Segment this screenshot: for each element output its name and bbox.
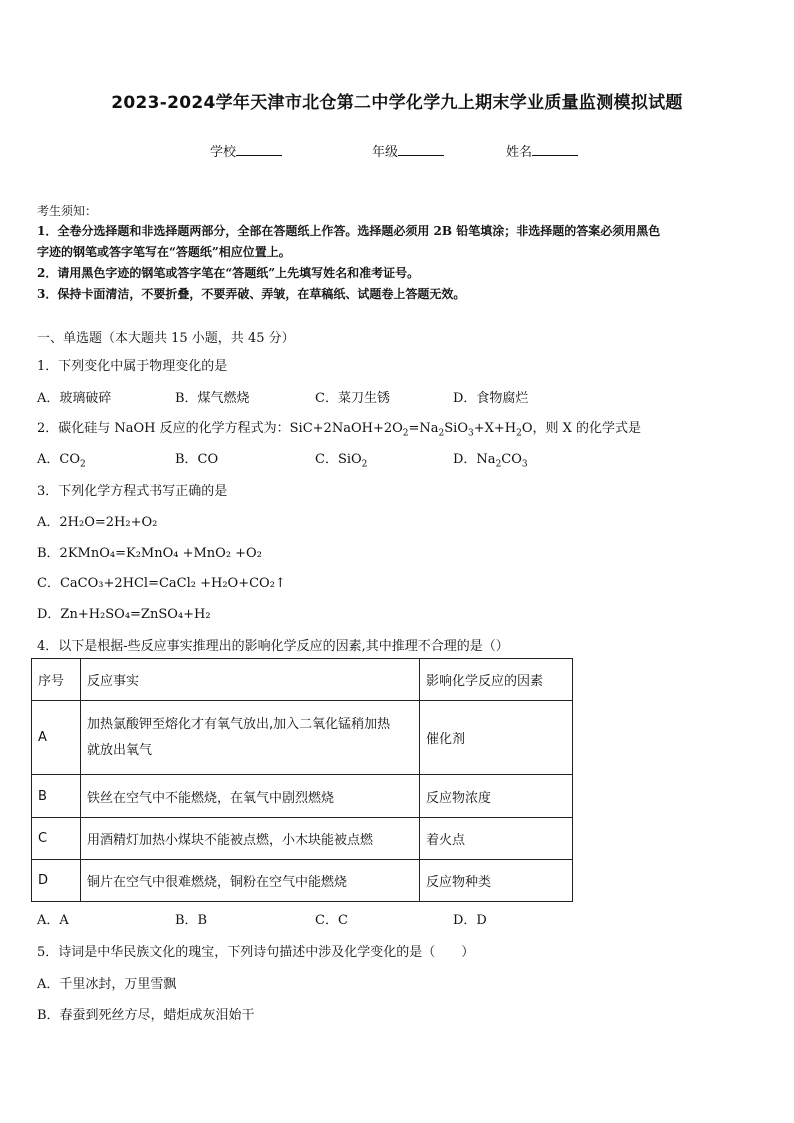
q4-option-a[interactable]: A．A (37, 913, 69, 928)
q5-option-a[interactable]: A．千里冰封，万里雪飘 (37, 977, 177, 992)
table-row (32, 775, 573, 818)
notice-item-1-cont: 字迹的钢笔或答字笔写在“答题纸”相应位置上。 (37, 245, 291, 259)
q5-option-b[interactable]: B．春蚕到死丝方尽，蜡炬成灰泪始干 (37, 1008, 255, 1023)
q5-stem: 5．诗词是中华民族文化的瑰宝，下列诗句描述中涉及化学变化的是（ ） (37, 945, 475, 960)
grade-blank[interactable] (398, 143, 444, 156)
notice-heading: 考生须知： (37, 204, 98, 218)
q2-option-b[interactable]: B．CO (175, 452, 219, 467)
table-header-row (32, 659, 573, 701)
q2-option-a[interactable]: A．$CO_2$ (37, 452, 86, 470)
table-cell: D (32, 860, 81, 902)
q3-option-d[interactable]: D．Zn+H₂SO₄=ZnSO₄+H₂ (37, 607, 211, 622)
name-blank[interactable] (532, 143, 578, 156)
table-row (32, 701, 573, 775)
table-cell: 铜片在空气中很难燃烧，铜粉在空气中能燃烧 (81, 860, 420, 902)
q2-option-d[interactable]: D．$Na_2CO_3$ (453, 452, 528, 470)
table-row (32, 860, 573, 902)
table-cell: B (32, 775, 81, 818)
q1-option-d[interactable]: D．食物腐烂 (453, 391, 529, 406)
table-cell: 反应物种类 (420, 860, 573, 902)
notice-item-3: 3．保持卡面清洁，不要折叠，不要弄破、弄皱，在草稿纸、试题卷上答题无效。 (37, 287, 466, 301)
q3-option-b[interactable]: B．2KMnO₄=K₂MnO₄ +MnO₂ +O₂ (37, 546, 262, 561)
q3-option-a[interactable]: A．2H₂O=2H₂+O₂ (37, 515, 158, 530)
q4-stem: 4．以下是根据-些反应事实推理出的影响化学反应的因素,其中推理不合理的是（） (37, 639, 509, 654)
table-cell: 加热氯酸钾至熔化才有氧气放出,加入二氧化锰稍加热 就放出氧气 (81, 701, 420, 775)
q3-stem: 3．下列化学方程式书写正确的是 (37, 484, 228, 499)
q1-option-a[interactable]: A．玻璃破碎 (37, 391, 112, 406)
table-cell: 铁丝在空气中不能燃烧，在氧气中剧烈燃烧 (81, 775, 420, 818)
table-header-cell: 影响化学反应的因素 (420, 659, 573, 701)
table-header-cell: 反应事实 (81, 659, 420, 701)
notice-item-1: 1．全卷分选择题和非选择题两部分，全部在答题纸上作答。选择题必须用 2B 铅笔填涂；非选择题的答案必须用黑色 (37, 224, 661, 238)
q4-option-c[interactable]: C．C (315, 913, 348, 928)
grade-field[interactable] (372, 141, 444, 160)
school-field[interactable] (210, 141, 282, 160)
table-cell: 着火点 (420, 818, 573, 860)
table-cell: 反应物浓度 (420, 775, 573, 818)
notice-item-2: 2．请用黑色字迹的钢笔或答字笔在“答题纸”上先填写姓名和准考证号。 (37, 266, 420, 280)
table-cell: 用酒精灯加热小煤块不能被点燃，小木块能被点燃 (81, 818, 420, 860)
grade-label: 年级 (372, 145, 399, 160)
school-blank[interactable] (236, 143, 282, 156)
q4-table (31, 658, 573, 902)
table-cell: A (32, 701, 81, 775)
name-field[interactable] (506, 141, 578, 160)
q3-option-c[interactable]: C．CaCO₃+2HCl=CaCl₂ +H₂O+CO₂↑ (37, 576, 286, 591)
table-row (32, 818, 573, 860)
q4-option-b[interactable]: B．B (175, 913, 208, 928)
table-cell: C (32, 818, 81, 860)
q2-option-c[interactable]: C．SiO$_2$ (315, 452, 368, 470)
q2-stem: 2．碳化硅与 NaOH 反应的化学方程式为：$SiC+2NaOH+2O_2=Na_2SiO_3+X+H_2O$，则 X 的化学式是 (37, 421, 642, 439)
table-cell: 催化剂 (420, 701, 573, 775)
table-header-cell: 序号 (32, 659, 81, 701)
q4-option-d[interactable]: D．D (453, 913, 487, 928)
q1-option-c[interactable]: C．菜刀生锈 (315, 391, 390, 406)
name-label: 姓名 (506, 145, 533, 160)
school-label: 学校 (210, 145, 237, 160)
page-title: 2023-2024学年天津市北仓第二中学化学九上期末学业质量监测模拟试题 (111, 93, 683, 113)
section-heading: 一、单选题（本大题共 15 小题，共 45 分） (37, 331, 295, 346)
q1-stem: 1．下列变化中属于物理变化的是 (37, 359, 228, 374)
q1-option-b[interactable]: B．煤气燃烧 (175, 391, 250, 406)
